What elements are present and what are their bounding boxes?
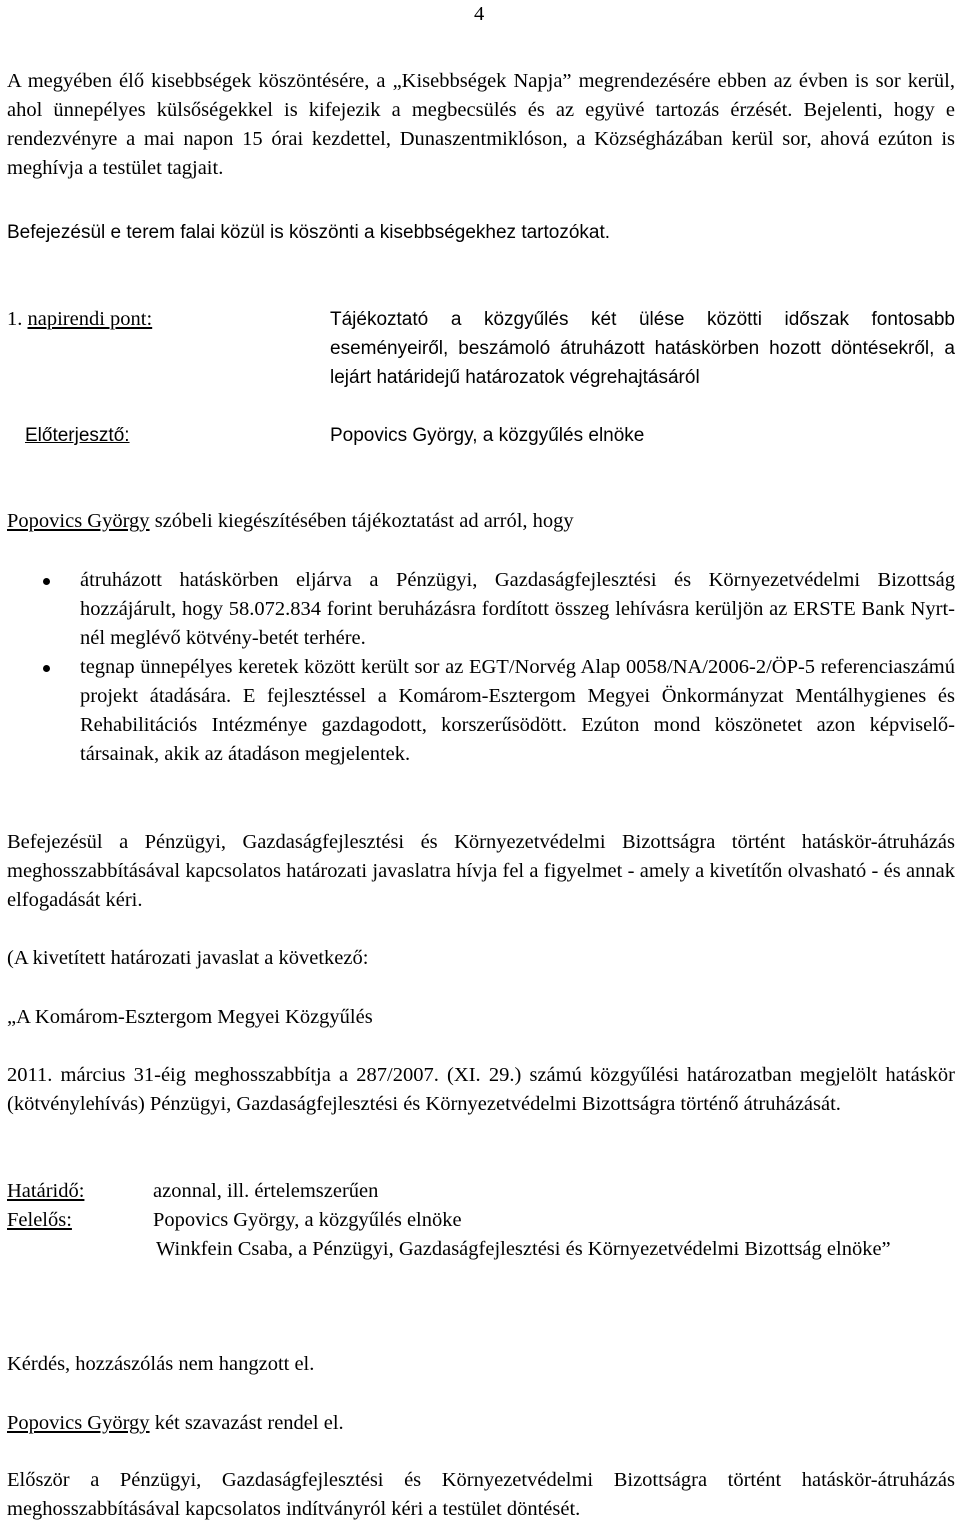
page-number: 4 [474, 3, 485, 25]
list-item [0, 566, 955, 653]
responsible-value-1: Popovics György, a közgyűlés elnöke [153, 1209, 462, 1231]
list-item [0, 653, 955, 769]
paragraph-final-request: Befejezésül a Pénzügyi, Gazdaságfejlesztési és Környezetvédelmi Bizottságra történt hatáskör-átruházás meghosszabbításával kapcsolatos határozati javaslatra hívja fel a figyelmet - amely a kivetítőn olvasható - és annak elfogadását kéri. [7, 831, 955, 911]
resolution-heading: „A Komárom-Esztergom Megyei Közgyűlés [7, 1006, 373, 1028]
intro-rest: szóbeli kiegészítésében tájékoztatást ad arról, hogy [149, 510, 574, 532]
speaker-name: Popovics György [7, 510, 150, 532]
proposal-intro: (A kivetített határozati javaslat a következő: [7, 947, 369, 969]
questions-note: Kérdés, hozzászólás nem hangzott el. [7, 1353, 315, 1375]
bullet-list [0, 566, 960, 769]
vote-sentence [7, 1409, 344, 1438]
deadline-label: Határidő: [7, 1180, 85, 1202]
paragraph-minority-day: A megyében élő kisebbségek köszöntésére, a „Kisebbségek Napja” megrendezésére ebben az évben is sor kerül, ahol ünnepélyes külsőségekkel is kifejezik a megbecsülés és az együvé tartozás érzését. Bejelenti, hogy e rendezvényre a mai napon 15 órai kezdettel, Dunaszentmiklóson, a Községházában kerül sor, ahová ezúton is meghívja a testület tagjait. [7, 70, 955, 179]
agenda-item-label [7, 305, 152, 334]
resolution-text: 2011. március 31-éig meghosszabbítja a 287/2007. (XI. 29.) számú közgyűlési határozatban megjelölt hatáskör (kötvénylehívás) Pénzügyi, Gazdaságfejlesztési és Környezetvédelmi Bizottságra történő átruházását. [7, 1064, 955, 1115]
responsible-label: Felelős: [7, 1209, 72, 1231]
intro-sentence [7, 507, 574, 536]
paragraph-closing-greeting: Befejezésül e terem falai közül is köszönti a kisebbségekhez tartozókat. [7, 222, 611, 243]
agenda-number: 1. [7, 308, 23, 330]
list-item-text: átruházott hatáskörben eljárva a Pénzügyi, Gazdaságfejlesztési és Környezetvédelmi Bizottság hozzájárult, hogy 58.072.834 forint beruházásra fordított összeg lehívásra kerüljön az ERSTE Bank Nyrt-nél meglévő kötvény-betét terhére. [80, 569, 955, 649]
paragraph-first-vote: Először a Pénzügyi, Gazdaságfejlesztési és Környezetvédelmi Bizottságra történt hatáskör-átruházás meghosszabbításával kapcsolatos indítványról kéri a testület döntését. [7, 1469, 955, 1520]
bullet-dot-icon [43, 665, 50, 672]
list-item-text: tegnap ünnepélyes keretek között került sor az EGT/Norvég Alap 0058/NA/2006-2/ÖP-5 referenciaszámú projekt átadására. E fejlesztéssel a Komárom-Esztergom Megyei Önkormányzat Mentálhygienes és Rehabilitációs Intézménye gazdagodott, korszerűsödött. Ezúton mond köszönetet azon képviselő-társainak, akik az átadáson megjelentek. [80, 656, 955, 765]
presenter-label: Előterjesztő: [25, 425, 130, 446]
speaker-name: Popovics György [7, 1412, 150, 1434]
presenter-value: Popovics György, a közgyűlés elnöke [330, 425, 645, 446]
responsible-value-2: Winkfein Csaba, a Pénzügyi, Gazdaságfejlesztési és Környezetvédelmi Bizottság elnöke” [156, 1238, 891, 1260]
agenda-label-text: napirendi pont: [27, 308, 153, 330]
bullet-dot-icon [43, 578, 50, 585]
deadline-value: azonnal, ill. értelemszerűen [153, 1180, 379, 1202]
agenda-topic: Tájékoztató a közgyűlés két ülése közötti időszak fontosabb eseményeiről, beszámoló átruházott hatáskörben hozott döntésekről, a lejárt határidejű határozatok végrehajtásáról [330, 309, 955, 388]
vote-rest: két szavazást rendel el. [149, 1412, 344, 1434]
